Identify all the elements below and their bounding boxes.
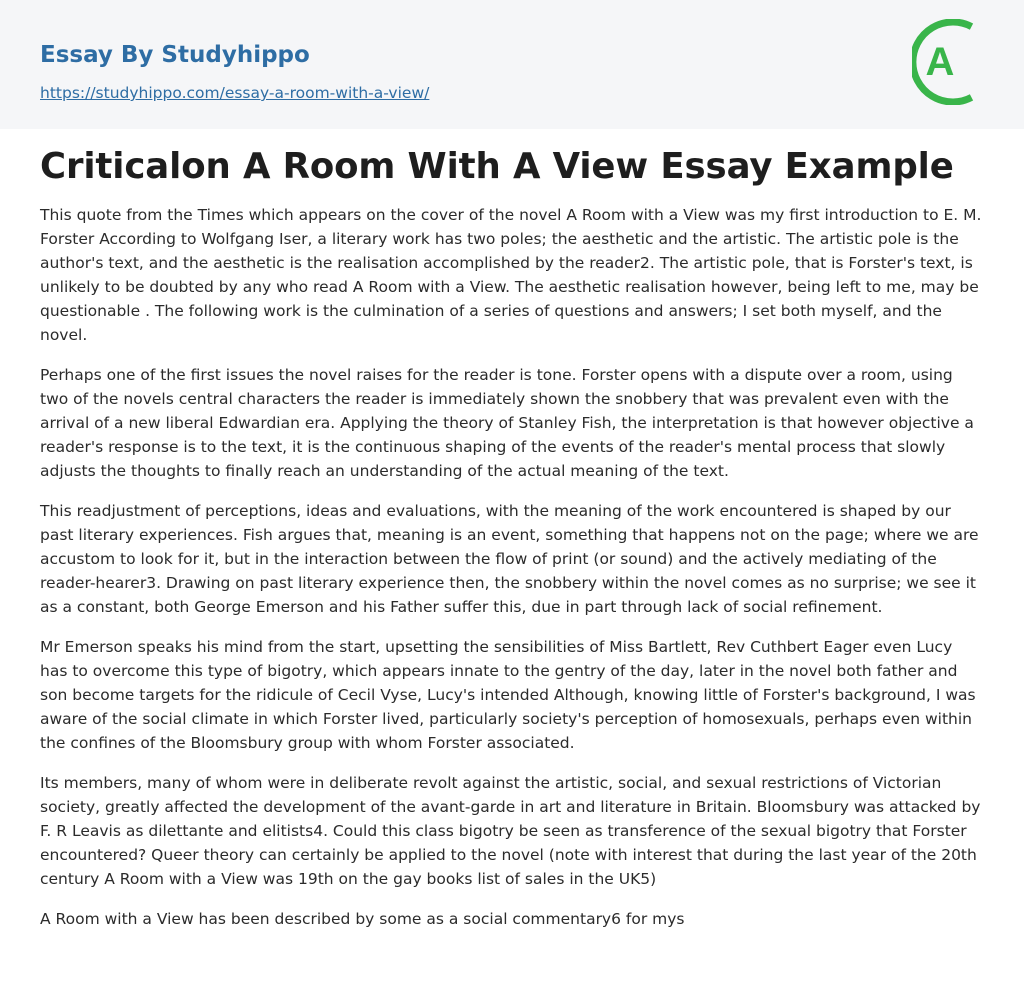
essay-url-link[interactable]: https://studyhippo.com/essay-a-room-with-a-view/ [40, 84, 430, 102]
essay-paragraph: Perhaps one of the first issues the novel raises for the reader is tone. Forster opens with a dispute over a room, using two of the novels central characters the reader is immediately shown the snobbery that was prevalent even with the arrival of a new liberal Edwardian era. Applying the theory of Stanley Fish, the interpretation is that however objective a reader's response is to the text, it is the continuous shaping of the events of the reader's mental process that slowly adjusts the thoughts to finally reach an understanding of the actual meaning of the text. [40, 366, 974, 480]
essay-paragraph: This readjustment of perceptions, ideas and evaluations, with the meaning of the work encountered is shaped by our past literary experiences. Fish argues that, meaning is an event, something that happens not on the page; where we are accustom to look for it, but in the interaction between the flow of print (or sound) and the actively mediating of the reader-hearer3. Drawing on past literary experience then, the snobbery within the novel comes as no surprise; we see it as a constant, both George Emerson and his Father suffer this, due in part through lack of social refinement. [40, 502, 979, 616]
essay-title: Criticalon A Room With A View Essay Example [40, 146, 954, 187]
essay-paragraph: A Room with a View has been described by some as a social commentary6 for mys [40, 910, 685, 928]
essay-paragraph: Its members, many of whom were in deliberate revolt against the artistic, social, and sexual restrictions of Victorian society, greatly affected the development of the avant-garde in art and literature in Britain. Bloomsbury was attacked by F. R Leavis as dilettante and elitists4. Could this class bigotry be seen as transference of the sexual bigotry that Forster encountered? Queer theory can certainly be applied to the novel (note with interest that during the last year of the 20th century A Room with a View was 19th on the gay books list of sales in the UK5) [40, 774, 981, 888]
essay-content [40, 140, 984, 947]
essay-paragraph: This quote from the Times which appears on the cover of the novel A Room with a View was my first introduction to E. M. Forster According to Wolfgang Iser, a literary work has two poles; the aesthetic and the artistic. The artistic pole is the author's text, and the aesthetic is the realisation accomplished by the reader2. The artistic pole, that is Forster's text, is unlikely to be doubted by any who read A Room with a View. The aesthetic realisation however, being left to me, may be questionable . The following work is the culmination of a series of questions and answers; I set both myself, and the novel. [40, 206, 982, 344]
essay-paragraph: Mr Emerson speaks his mind from the start, upsetting the sensibilities of Miss Bartlett, Rev Cuthbert Eager even Lucy has to overcome this type of bigotry, which appears innate to the gentry of the day, later in the novel both father and son become targets for the ridicule of Cecil Vyse, Lucy's intended Although, knowing little of Forster's background, I was aware of the social climate in which Forster lived, particularly society's perception of homosexuals, perhaps even within the confines of the Bloomsbury group with whom Forster associated. [40, 638, 976, 752]
logo-letter: A [925, 40, 955, 84]
site-header [0, 0, 1024, 129]
site-brand[interactable]: Essay By Studyhippo [40, 42, 310, 68]
studyhippo-logo-icon[interactable] [912, 19, 988, 105]
